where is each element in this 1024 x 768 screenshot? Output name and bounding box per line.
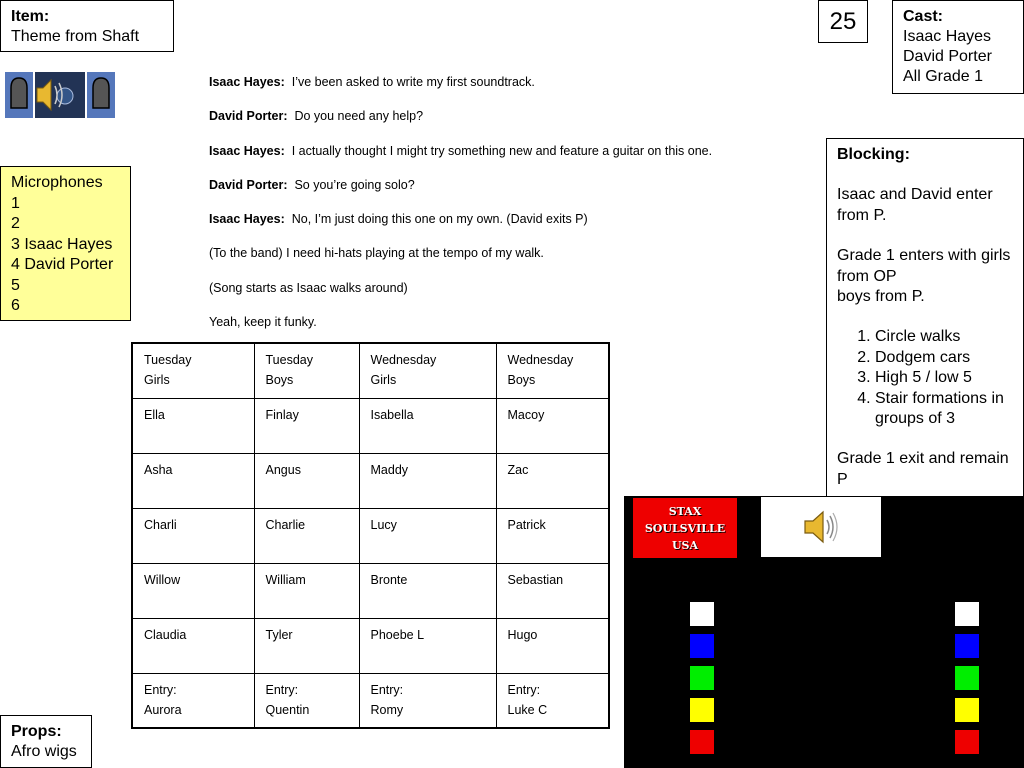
logo-line: SOULSVILLE [644, 521, 726, 535]
logo-line: USA [671, 538, 699, 552]
left-marker-3 [690, 666, 714, 690]
table-entry-row [132, 673, 609, 728]
sound-icon-box[interactable] [761, 497, 881, 557]
right-marker-4 [955, 698, 979, 722]
line-text: No, I’m just doing this one on my own. (David exits P) [291, 212, 588, 227]
right-marker-3 [955, 666, 979, 690]
entry-cell: Entry: Romy [359, 673, 496, 728]
table-cell: Sebastian [496, 563, 609, 618]
script-line [209, 72, 809, 106]
speaker-name: Isaac Hayes: [209, 75, 285, 89]
props-box [0, 715, 92, 768]
item-box [0, 0, 174, 52]
speaker-microphone-icon [5, 72, 115, 118]
header-cell: Tuesday Girls [132, 343, 254, 398]
blocking-box [826, 138, 1024, 498]
table-cell: Asha [132, 453, 254, 508]
stage-diagram [624, 496, 1024, 768]
schedule-table [131, 342, 610, 729]
speaker-name: Isaac Hayes: [209, 143, 285, 158]
cast-label: Cast: [903, 8, 944, 25]
table-cell: Charli [132, 508, 254, 563]
header-cell: Wednesday Boys [496, 343, 609, 398]
script-dialogue [209, 72, 809, 346]
table-cell: Zac [496, 453, 609, 508]
microphone-line: 6 [11, 297, 20, 314]
table-cell: Claudia [132, 618, 254, 673]
microphone-line: 4 David Porter [11, 256, 114, 273]
left-marker-2 [690, 634, 714, 658]
speaker-name: Isaac Hayes: [209, 212, 285, 227]
table-cell: Isabella [359, 398, 496, 453]
right-marker-1 [955, 602, 979, 626]
line-text: So you’re going solo? [294, 177, 415, 192]
speaker-name: David Porter: [209, 109, 288, 124]
microphones-box [0, 166, 131, 321]
speaker-name: David Porter: [209, 177, 288, 192]
script-direction: (To the band) I need hi-hats playing at the tempo of my walk. [209, 246, 544, 261]
table-row [132, 508, 609, 563]
blocking-step: 3. High 5 / low 5 [875, 368, 1013, 388]
table-cell: Maddy [359, 453, 496, 508]
table-row [132, 453, 609, 508]
item-label: Item: [11, 8, 50, 25]
left-marker-1 [690, 602, 714, 626]
sound-icon[interactable] [801, 509, 841, 545]
table-row [132, 398, 609, 453]
cast-box [892, 0, 1024, 94]
script-line [209, 106, 809, 140]
table-cell: Ella [132, 398, 254, 453]
table-cell: Willow [132, 563, 254, 618]
blocking-intro: Isaac and David enter from P. [837, 186, 993, 224]
table-cell: Tyler [254, 618, 359, 673]
table-cell: Charlie [254, 508, 359, 563]
script-direction: (Song starts as Isaac walks around) [209, 280, 408, 295]
left-marker-5 [690, 730, 714, 754]
entry-cell: Entry: Aurora [132, 673, 254, 728]
table-cell: Finlay [254, 398, 359, 453]
cast-member: Isaac Hayes [903, 28, 992, 45]
table-row [132, 618, 609, 673]
blocking-title: Blocking: [837, 146, 910, 163]
header-cell: Tuesday Boys [254, 343, 359, 398]
table-cell: Angus [254, 453, 359, 508]
blocking-step: 4. Stair formations in groups of 3 [875, 389, 1013, 430]
cast-member: All Grade 1 [903, 68, 984, 85]
table-cell: Bronte [359, 563, 496, 618]
table-cell: William [254, 563, 359, 618]
cast-member: David Porter [903, 48, 992, 65]
entry-cell: Entry: Quentin [254, 673, 359, 728]
header-cell: Wednesday Girls [359, 343, 496, 398]
item-value: Theme from Shaft [11, 28, 140, 45]
script-line [209, 209, 809, 243]
line-text: I actually thought I might try something new and feature a guitar on this one. [291, 143, 713, 158]
blocking-step: 1. Circle walks [875, 327, 1013, 347]
blocking-step: 2. Dodgem cars [875, 348, 1013, 368]
logo-line: STAX [668, 504, 702, 518]
blocking-steps [837, 327, 1013, 429]
table-row [132, 563, 609, 618]
table-cell: Macoy [496, 398, 609, 453]
right-marker-2 [955, 634, 979, 658]
table-cell: Patrick [496, 508, 609, 563]
table-cell: Hugo [496, 618, 609, 673]
props-value: Afro wigs [11, 743, 77, 760]
microphone-line: 2 [11, 215, 20, 232]
blocking-grade-line: Grade 1 enters with girls from OP [837, 247, 1011, 285]
right-marker-5 [955, 730, 979, 754]
stax-logo [633, 498, 737, 558]
microphone-line: 3 Isaac Hayes [11, 235, 113, 253]
left-marker-4 [690, 698, 714, 722]
blocking-grade-line: boys from P. [837, 288, 925, 306]
script-direction: Yeah, keep it funky. [209, 315, 317, 330]
line-text: Do you need any help? [294, 109, 424, 124]
slide-number: 25 [818, 0, 868, 43]
microphone-line: 1 [11, 194, 20, 212]
props-label: Props: [11, 723, 62, 740]
script-line [209, 175, 809, 209]
microphones-title: Microphones [11, 174, 103, 191]
blocking-outro: Grade 1 exit and remain P [837, 450, 1009, 488]
script-line [209, 141, 809, 175]
table-cell: Lucy [359, 508, 496, 563]
microphone-line: 5 [11, 276, 20, 294]
table-header-row [132, 343, 609, 398]
line-text: I’ve been asked to write my first soundtrack. [291, 75, 535, 89]
entry-cell: Entry: Luke C [496, 673, 609, 728]
table-cell: Phoebe L [359, 618, 496, 673]
